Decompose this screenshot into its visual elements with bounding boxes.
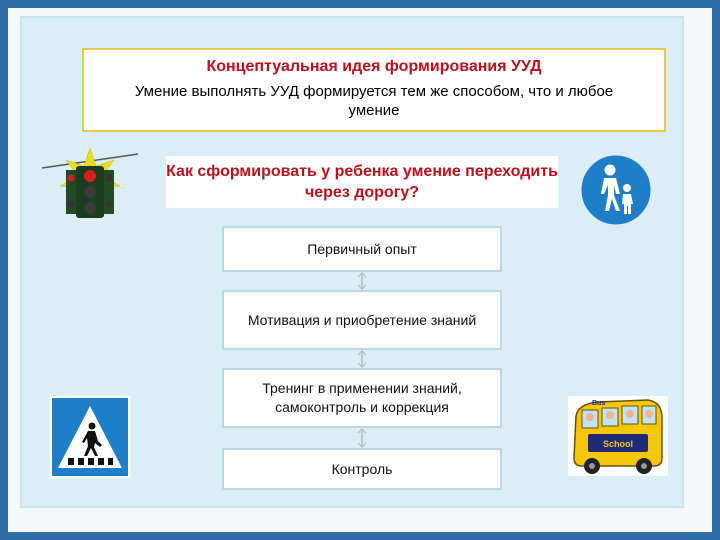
bus-plate-label: Bus (592, 400, 606, 407)
step-label: Первичный опыт (307, 240, 417, 257)
step-training (222, 368, 502, 428)
step-label: Контроль (331, 460, 393, 477)
header-box (82, 48, 666, 132)
step-motivation (222, 290, 502, 350)
connector-arrow (356, 428, 368, 448)
bus-school-label: School (602, 439, 634, 449)
connector-arrow (356, 272, 368, 290)
pedestrian-sign-icon (580, 152, 652, 228)
step-primary-experience (222, 226, 502, 272)
question-box: Как сформировать у ребенка умение переходить через дорогу? (166, 156, 558, 208)
traffic-light-icon (40, 146, 140, 224)
connector-arrow (356, 350, 368, 368)
step-label: Мотивация и приобретение знаний (247, 311, 477, 328)
step-control (222, 448, 502, 490)
step-label: Тренинг в применении знаний, самоконтроль и коррекция (262, 380, 462, 415)
school-bus-icon (568, 396, 668, 476)
header-subtitle: Умение выполнять УУД формируется тем же способом, что и любое умение (134, 83, 614, 119)
header-title: Концептуальная идея формирования УУД (206, 58, 542, 75)
crosswalk-sign-icon (50, 396, 130, 478)
